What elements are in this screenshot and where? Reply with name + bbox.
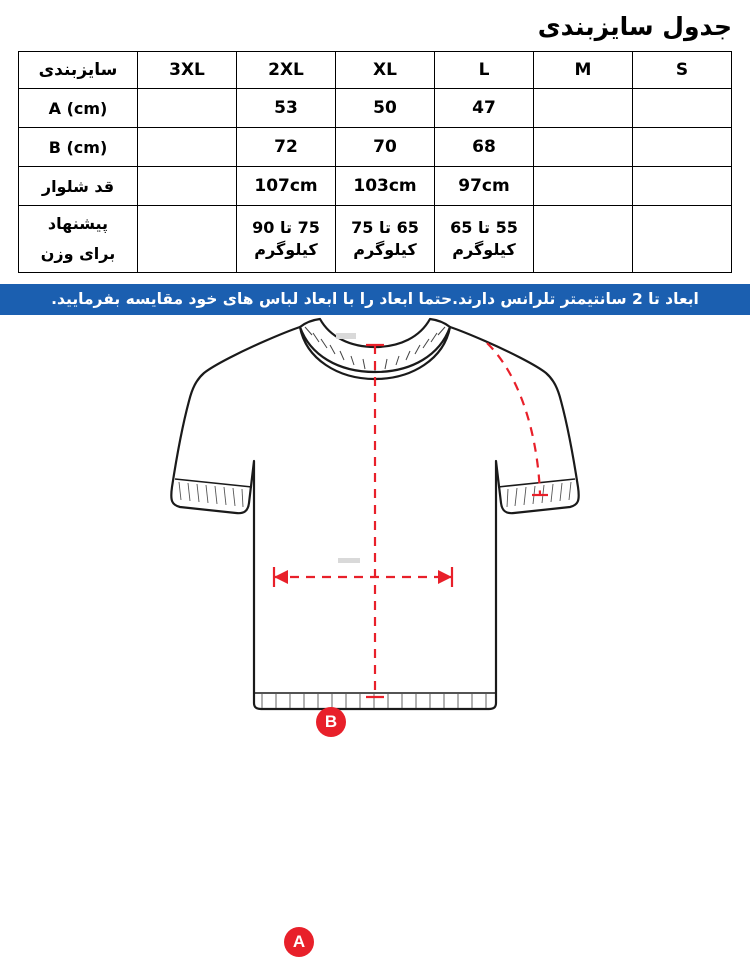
row-label-pants-length: قد شلوار <box>19 167 138 206</box>
cell-pants-m <box>534 167 633 206</box>
row-label-header: سایزبندی <box>19 52 138 89</box>
column-header-3xl: 3XL <box>138 52 237 89</box>
row-label-weight-line1: پیشنهاد <box>47 213 109 233</box>
cell-a-m <box>534 89 633 128</box>
cell-b-m <box>534 128 633 167</box>
measurement-badge-b: B <box>316 707 346 737</box>
cell-b-3xl <box>138 128 237 167</box>
cell-b-xl: 70 <box>336 128 435 167</box>
cell-weight-2xl-line1: 75 تا 90 <box>252 218 320 238</box>
cell-pants-3xl <box>138 167 237 206</box>
cell-b-l: 68 <box>435 128 534 167</box>
cell-weight-s <box>633 206 732 273</box>
cell-a-xl: 50 <box>336 89 435 128</box>
table-row <box>19 167 732 206</box>
cell-a-s <box>633 89 732 128</box>
cell-b-2xl: 72 <box>237 128 336 167</box>
table-row <box>19 89 732 128</box>
garment-illustration <box>0 315 750 951</box>
cell-weight-xl-line1: 65 تا 75 <box>351 218 419 238</box>
row-label-weight-line2: برای وزن <box>40 244 116 263</box>
cell-b-s <box>633 128 732 167</box>
column-header-2xl: 2XL <box>237 52 336 89</box>
tshirt-diagram <box>0 315 750 745</box>
row-label-a: A (cm) <box>19 89 138 128</box>
cell-pants-xl: 103cm <box>336 167 435 206</box>
column-header-l: L <box>435 52 534 89</box>
table-row <box>19 206 732 273</box>
measurement-badge-a: A <box>284 927 314 957</box>
cell-pants-s <box>633 167 732 206</box>
cell-weight-3xl <box>138 206 237 273</box>
cell-weight-xl <box>336 206 435 273</box>
column-header-m: M <box>534 52 633 89</box>
table-row <box>19 128 732 167</box>
cell-weight-2xl-line2: کیلوگرم <box>254 240 318 259</box>
cell-pants-2xl: 107cm <box>237 167 336 206</box>
column-header-s: S <box>633 52 732 89</box>
cell-weight-m <box>534 206 633 273</box>
size-chart-table <box>18 51 732 273</box>
cell-a-3xl <box>138 89 237 128</box>
row-label-weight-suggestion <box>19 206 138 273</box>
column-header-xl: XL <box>336 52 435 89</box>
page-title: جدول سایزبندی <box>537 12 732 41</box>
tolerance-note: ابعاد تا 2 سانتیمتر تلرانس دارند.حتما ابعاد را با ابعاد لباس های خود مقایسه بفرمایید. <box>0 284 750 315</box>
cell-weight-l-line1: 55 تا 65 <box>450 218 518 238</box>
cell-a-l: 47 <box>435 89 534 128</box>
cell-weight-l <box>435 206 534 273</box>
cell-weight-xl-line2: کیلوگرم <box>353 240 417 259</box>
table-header-row <box>19 52 732 89</box>
cell-pants-l: 97cm <box>435 167 534 206</box>
cell-a-2xl: 53 <box>237 89 336 128</box>
row-label-b: B (cm) <box>19 128 138 167</box>
cell-weight-2xl <box>237 206 336 273</box>
cell-weight-l-line2: کیلوگرم <box>452 240 516 259</box>
